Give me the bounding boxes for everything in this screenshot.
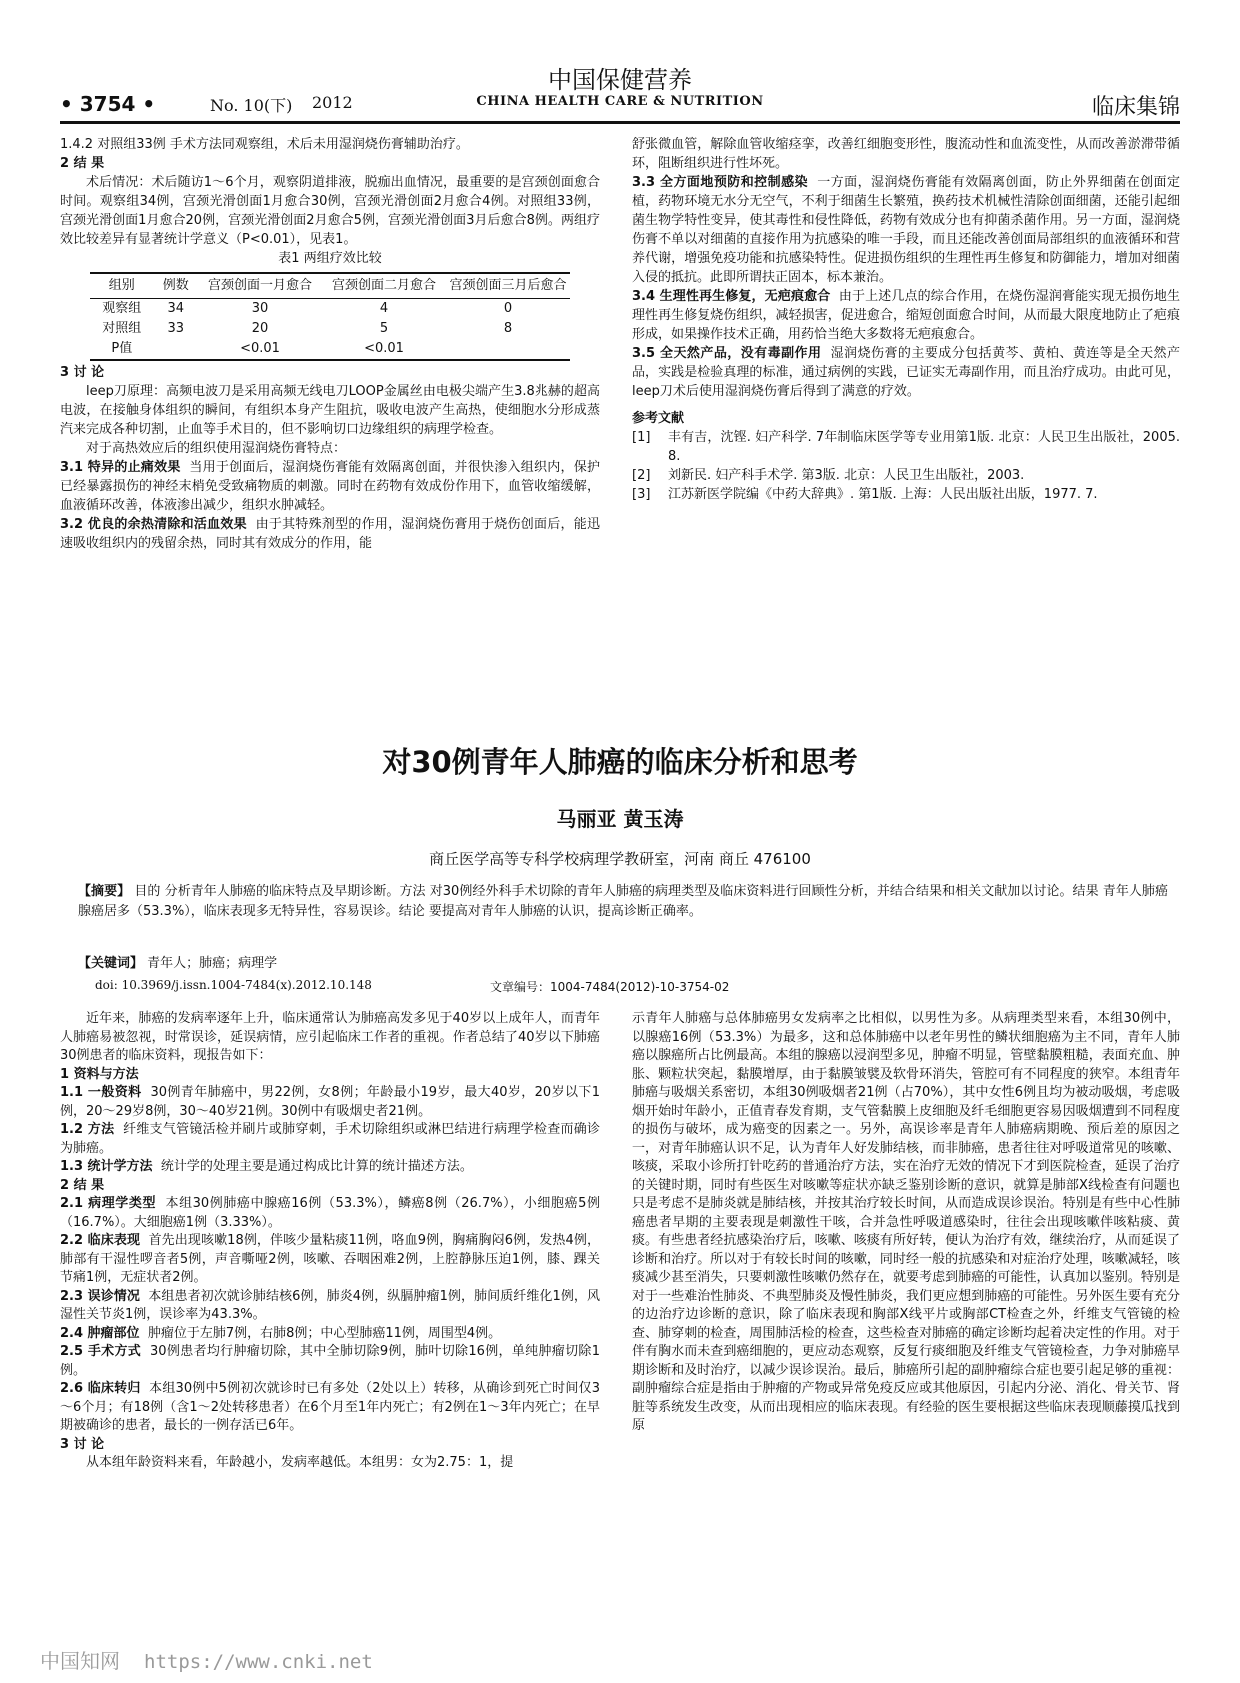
header-rule: [60, 121, 1180, 124]
section-3-2-heading: 3.2 优良的余热清除和活血效果: [60, 517, 247, 532]
heading-results: 2 结 果: [60, 156, 105, 171]
reference-number: [1]: [632, 430, 651, 445]
section-3-4-heading: 3.4 生理性再生修复，无疤痕愈合: [632, 289, 831, 304]
section-2-4-heading: 2.4 肿瘤部位: [60, 1325, 140, 1341]
section-3-5-text: 湿润烧伤膏的主要成分包括黄芩、黄柏、黄连等是全天然产品，实践是检验真理的标准，通过病例的实践，已证实无毒副作用，而且治疗成功。由此可见，leep刀术后使用湿润烧伤膏后得到了满意的疗效。: [632, 346, 1181, 399]
reference-number: [3]: [632, 487, 651, 502]
site-url[interactable]: https://www.cnki.net: [144, 1651, 373, 1673]
table-cell: [446, 339, 570, 360]
table-cell: P值: [90, 339, 154, 360]
section-2-6-text: 本组30例中5例初次就诊时已有多处（2处以上）转移，从确诊到死亡时间仅3～6个月；有18例（含1～2处转移患者）在6个月至1年内死亡；有2例在1～3年内死亡；在早期被确诊的患者，最长的一例存活已6年。: [60, 1381, 601, 1433]
table-cell: 33: [167, 321, 185, 336]
table-cell: 对照组: [102, 321, 142, 336]
discussion-continued: 示青年人肺癌与总体肺癌男女发病率之比相似，以男性为多。从病理类型来看，本组30例中，以腺癌16例（53.3%）为最多，这和总体肺癌中以老年男性的鳞状细胞癌为主不同，青年人肺癌以腺癌所占比例最高。本组的腺癌以浸润型多见，肿瘤不明显，管壁黏膜粗糙，表面充血、肿胀、颗粒状突起，黏膜增厚，由于黏膜皱襞及软骨环消失，管腔可有不同程度的狭窄。本组青年肺癌与吸烟关系密切，本组30例吸烟者21例（占70%），其中女性6例且均为被动吸烟，考虑吸烟开始时年龄小，正值青春发育期，支气管黏膜上皮细胞及纤毛细胞更容易因吸烟遭到不同程度的损伤与破坏，成为癌变的因素之一。另外，高误诊率是青年人肺癌病期晚、预后差的原因之一，对青年肺癌认识不足，认为青年人好发肺结核，而非肺癌，患者往往对呼吸道常见的咳嗽、咳痰，采取小诊所打针吃药的普通治疗方法，实在治疗无效的情况下才到医院检查，延误了治疗的关键时期，同时有些医生对咳嗽等症状亦缺乏鉴别诊断的意识，就算是肺部X线检查有问题也只是考虑不是肺炎就是肺结核，并按其治疗较长时间，从而造成误诊误治。特别是有些中心性肺癌患者早期的主要表现是刺激性干咳，合并急性呼吸道感染时，往往会出现咳嗽伴咳粘痰、黄痰。有些患者经抗感染治疗后，咳嗽、咳痰有所好转，便认为治疗有效，继续治疗，从而延误了诊断和治疗。所以对于有较长时间的咳嗽，同时经一般的抗感染和对症治疗处理，咳嗽减轻，咳痰减少甚至消失，只要刺激性咳嗽仍然存在，就要考虑到肺癌的可能性，认真加以鉴别。特别是对于一些难治性肺炎、不典型肺炎及慢性肺炎，我们更应想到肺癌的可能性。另外医生要有充分的边治疗边诊断的意识，除了临床表现和胸部X线平片或胸部CT检查之外，纤维支气管镜的检查、肺穿刺的检查，周围肺活检的检查，这些检查对肺癌的确定诊断均起着决定性的作用。对于伴有胸水而未查到癌细胞的，更应动态观察，反复行痰细胞及纤维支气管镜检查，力争对肺癌早期诊断和及时治疗，以减少误诊误治。最后，肺癌所引起的副肿瘤综合症也要引起足够的重视：副肿瘤综合症是指由于肿瘤的产物或异常免疫反应或其他原因，引起内分泌、消化、骨关节、肾脏等系统发生改变，从而出现相应的临床表现。有经验的医生要根据这些临床表现顺藤摸瓜找到原: [632, 1011, 1180, 1433]
reference-text: 丰有吉，沈铿. 妇产科学. 7年制临床医学等专业用第1版. 北京：人民卫生出版社，2005. 8.: [668, 430, 1180, 464]
table-header-row: [90, 273, 570, 299]
section-1-3-heading: 1.3 统计学方法: [60, 1159, 153, 1174]
article-keywords: [78, 952, 1168, 971]
section-1-3: [60, 1158, 600, 1177]
section-2-1-text: 本组30例肺癌中腺癌16例（53.3%），鳞癌8例（26.7%），小细胞癌5例（16.7%）。大细胞癌1例（3.33%）。: [60, 1196, 600, 1230]
prev-article-left-column: [60, 135, 600, 553]
section-2-5: [60, 1343, 600, 1380]
article-authors: 马丽亚 黄玉涛: [556, 807, 684, 831]
section-2-6: [60, 1380, 600, 1436]
article-doi: doi: 10.3969/j.issn.1004-7484(x).2012.10.148: [95, 978, 372, 992]
article-right-column: [632, 1010, 1180, 1436]
prev-article-right-column: [632, 135, 1180, 504]
table-cell: 5: [379, 321, 389, 336]
section-name: 临床集锦: [1091, 95, 1180, 120]
table-row: [90, 299, 570, 320]
section-1-1-text: 30例青年肺癌中，男22例，女8例；年龄最小19岁，最大40岁，20岁以下1例，20～29岁8例，30～40岁21例。30例中有吸烟史者21例。: [60, 1085, 600, 1119]
table-cell: <0.01: [322, 339, 446, 360]
section-1-3-text: 统计学的处理主要是通过构成比计算的统计描述方法。: [160, 1159, 473, 1174]
section-2-2-text: 首先出现咳嗽18例，伴咳少量粘痰11例，咯血9例，胸痛胸闷6例，发热4例，肺部有干湿性啰音者5例，声音嘶哑2例，咳嗽、吞咽困难2例，上腔静脉压迫1例，膝、踝关节痛1例，无症状者2例。: [60, 1233, 600, 1285]
table-row: [90, 339, 570, 360]
section-2-2-heading: 2.2 临床表现: [60, 1233, 141, 1248]
discussion-paragraph: 从本组年龄资料来看，年龄越小，发病率越低。本组男：女为2.75：1，提: [86, 1455, 514, 1470]
table-row: [90, 319, 570, 339]
reference-text: 刘新民. 妇产科手术学. 第3版. 北京：人民卫生出版社，2003.: [668, 468, 1025, 483]
heading-materials-methods: 1 资料与方法: [60, 1066, 139, 1082]
table-cell: 4: [379, 301, 389, 316]
journal-title-en: CHINA HEALTH CARE & NUTRITION: [476, 94, 764, 109]
section-2-2: [60, 1232, 600, 1288]
reference-item: [632, 428, 1180, 466]
heading-discussion: 3 讨 论: [60, 365, 105, 380]
table-cell: 20: [251, 321, 269, 336]
section-2-3-heading: 2.3 误诊情况: [60, 1288, 140, 1304]
reference-number: [2]: [632, 468, 651, 483]
section-1-2: [60, 1121, 600, 1158]
section-3-1-heading: 3.1 特异的止痛效果: [60, 460, 181, 475]
section-2-6-heading: 2.6 临床转归: [60, 1381, 141, 1396]
section-3-4: [632, 287, 1180, 344]
section-2-5-text: 30例患者均行肿瘤切除，其中全肺切除9例，肺叶切除16例，单纯肿瘤切除1例。: [60, 1344, 600, 1378]
section-2-5-heading: 2.5 手术方式: [60, 1344, 142, 1359]
features-intro: 对于高热效应后的组织使用湿润烧伤膏特点：: [86, 441, 347, 456]
table-cell: 30: [251, 301, 269, 316]
section-1-4-2: 1.4.2 对照组33例 手术方法同观察组，术后未用湿润烧伤膏辅助治疗。: [60, 137, 469, 152]
efficacy-table: [90, 272, 570, 361]
table-cell: <0.01: [198, 339, 322, 360]
journal-title-cn: 中国保健营养: [548, 66, 692, 94]
section-2-3-text: 本组患者初次就诊肺结核6例，肺炎4例，纵膈肿瘤1例，肺间质纤维化1例，风湿性关节炎1例，误诊率为43.3%。: [60, 1288, 600, 1322]
article-title: 对30例青年人肺癌的临床分析和思考: [382, 745, 858, 779]
reference-text: 江苏新医学院编《中药大辞典》. 第1版. 上海：人民出版社出版，1977. 7.: [668, 487, 1098, 502]
table-header-cell: 组别: [90, 273, 154, 299]
section-1-2-heading: 1.2 方法: [60, 1122, 115, 1137]
section-2-1: [60, 1195, 600, 1232]
heading-results: 2 结 果: [60, 1177, 105, 1193]
page-number: • 3754 •: [60, 92, 156, 116]
section-3-3-text: 一方面，湿润烧伤膏能有效隔离创面，防止外界细菌在创面定植，药物环境无水分无空气，不利于细菌生长繁殖，换药技术机械性清除创面细菌，还能引起细菌生物学特性变异，使其毒性和侵性降低，药物有效成分也有抑菌杀菌作用。另一方面，湿润烧伤膏不单以对细菌的直接作用为抗感染的唯一手段，而且还能改善创面局部组织的血液循环和营养代谢，增强免疫功能和抗感染特性。促进损伤组织的生理性再生修复和防御能力，增加对细菌入侵的抵抗。此即所谓扶正固本，标本兼治。: [632, 175, 1181, 285]
article-abstract: [78, 882, 1168, 922]
leep-principle-paragraph: leep刀原理：高频电波刀是采用高频无线电刀LOOP金属丝由电极尖端产生3.8兆赫的超高电波，在接触身体组织的瞬间，有组织本身产生阻抗，吸收电波产生高热，使细胞水分形成蒸汽来完成各种切割，止血等手术目的，但不影响切口边缘组织的病理学检查。: [60, 384, 600, 437]
issue-year: 2012: [312, 93, 353, 112]
article-left-column: [60, 1010, 600, 1473]
table-cell: 8: [503, 321, 513, 336]
issue-number: No. 10(下): [210, 96, 293, 115]
heading-discussion: 3 讨 论: [60, 1436, 105, 1452]
table-cell: 0: [503, 301, 513, 316]
section-3-3-heading: 3.3 全方面地预防和控制感染: [632, 175, 809, 190]
references-title: 参考文献: [632, 411, 685, 426]
article-number: 文章编号：1004-7484(2012)-10-3754-02: [490, 980, 730, 994]
abstract-label: 【摘要】: [78, 884, 131, 899]
section-3-1-text: 当用于创面后，湿润烧伤膏能有效隔离创面，并很快渗入组织内，保护已经暴露损伤的神经末梢免受致痛物质的刺激。同时在药物有效成份作用下，血管收缩缓解，血液循环改善，体液渗出减少，组织水肿减轻。: [60, 460, 600, 513]
section-3-3: [632, 173, 1180, 287]
reference-item: [632, 485, 1180, 504]
section-2-4: [60, 1325, 600, 1344]
table-header-cell: 宫颈创面二月愈合: [322, 273, 446, 299]
table-header-cell: 例数: [154, 273, 198, 299]
section-3-5-heading: 3.5 全天然产品，没有毒副作用: [632, 346, 822, 361]
abstract-text: 目的 分析青年人肺癌的临床特点及早期诊断。方法 对30例经外科手术切除的青年人肺癌的病理类型及临床资料进行回顾性分析，并结合结果和相关文献加以讨论。结果 青年人肺癌腺癌居多（53.3%），临床表现多无特异性，容易误诊。结论 要提高对青年人肺癌的认识，提高诊断正确率。: [78, 884, 1168, 919]
table-cell: [154, 339, 198, 360]
section-2-1-heading: 2.1 病理学类型: [60, 1196, 157, 1211]
section-3-1: [60, 458, 600, 515]
site-name: 中国知网: [40, 1649, 120, 1673]
section-3-2-continued: 舒张微血管，解除血管收缩痉挛，改善红细胞变形性，腹流动性和血流变性，从而改善淤滞带循环，阻断组织进行性坏死。: [632, 137, 1180, 171]
section-1-2-text: 纤维支气管镜活检并刷片或肺穿刺，手术切除组织或淋巴结进行病理学检查而确诊为肺癌。: [60, 1122, 600, 1156]
section-3-4-text: 由于上述几点的综合作用，在烧伤湿润膏能实现无损伤地生理性再生修复烧伤组织，减轻损害，促进愈合，缩短创面愈合时间，从而最大限度地防止了疤痕形成，如果操作技术正确，用药恰当绝大多数将无疤痕愈合。: [632, 289, 1181, 342]
section-2-3: [60, 1288, 600, 1325]
section-2-4-text: 肿瘤位于左肺7例，右肺8例；中心型肺癌11例，周围型4例。: [147, 1325, 502, 1341]
table-cell: 34: [167, 301, 185, 316]
table-caption: 表1 两组疗效比较: [278, 251, 382, 266]
table-header-cell: 宫颈创面三月后愈合: [446, 273, 570, 299]
reference-item: [632, 466, 1180, 485]
section-1-1-heading: 1.1 一般资料: [60, 1085, 142, 1100]
cnki-watermark: [40, 1645, 373, 1674]
table-cell: 观察组: [102, 301, 142, 316]
section-3-2-text: 由于其特殊剂型的作用，湿润烧伤膏用于烧伤创面后，能迅速吸收组织内的残留余热，同时其有效成分的作用，能: [60, 517, 600, 551]
article-affiliation: 商丘医学高等专科学校病理学教研室，河南 商丘 476100: [429, 850, 811, 868]
table-header-cell: 宫颈创面一月愈合: [198, 273, 322, 299]
results-paragraph: 术后情况：术后随访1～6个月，观察阴道排液，脱痂出血情况，最重要的是宫颈创面愈合时间。观察组34例，宫颈光滑创面1月愈合30例，宫颈光滑创面2月愈合4例。对照组33例，宫颈光滑创面1月愈合20例，宫颈光滑创面2月愈合5例，宫颈光滑创面3月后愈合8例。两组疗效比较差异有显著统计学意义（P<0.01），见表1。: [60, 175, 600, 247]
keywords-label: 【关键词】: [78, 956, 144, 971]
section-3-5: [632, 344, 1180, 401]
intro-paragraph: 近年来，肺癌的发病率逐年上升，临床通常认为肺癌高发多见于40岁以上成年人，而青年人肺癌易被忽视，时常误诊，延误病情，应引起临床工作者的重视。作者总结了40岁以下肺癌30例患者的临床资料，现报告如下：: [60, 1011, 600, 1063]
section-1-1: [60, 1084, 600, 1121]
section-3-2: [60, 515, 600, 553]
keywords-text: 青年人；肺癌；病理学: [147, 956, 278, 971]
